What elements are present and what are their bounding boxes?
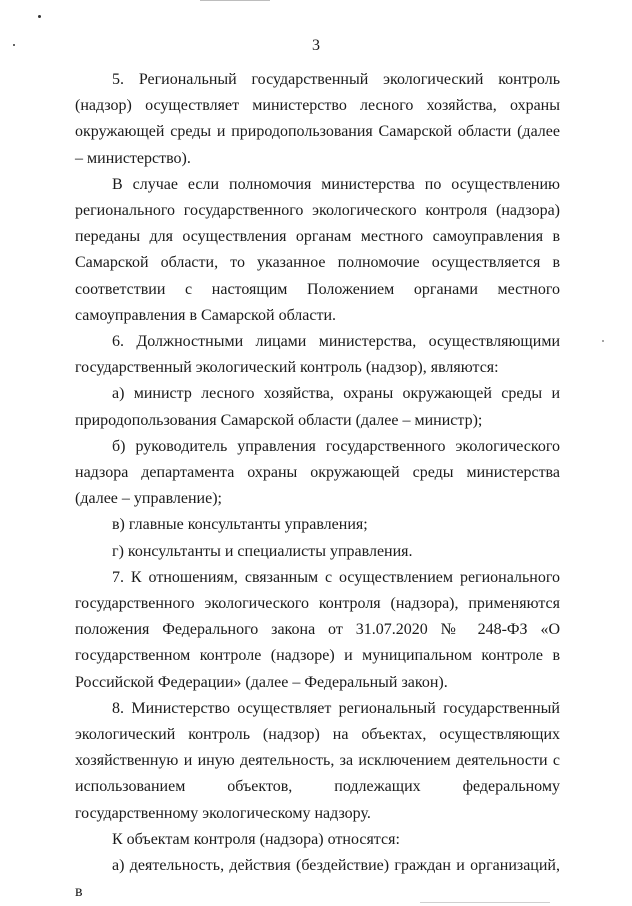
paragraph-5: 5. Региональный государственный экологический контроль (надзор) осуществляет министерство лесного хозяйства, охраны окружающей среды и природопользования Самарской области (далее – министерство). (75, 71, 560, 167)
scan-speck (38, 15, 41, 18)
paragraph-6-item-b: б) руководитель управления государственного экологического надзора департамента охраны окружающей среды министерства (далее – управление); (75, 437, 560, 508)
paragraph-8: 8. Министерство осуществляет региональный государственный экологический контроль (надзор) на объектах, осуществляющих хозяйственную и иную деятельность, за исключением деятельности с использованием объектов, подлежащих федеральному государственному экологическому надзору. (75, 699, 560, 822)
paragraph-8-item-a: а) деятельность, действия (бездействие) граждан и организаций, в (75, 857, 560, 901)
paragraph-8-objects-heading: К объектам контроля (надзора) относятся: (112, 830, 400, 848)
page-number: 3 (312, 37, 320, 54)
paragraph-6: 6. Должностными лицами министерства, осуществляющими государственный экологический контроль (надзор), являются: (75, 333, 560, 377)
document-body (75, 67, 560, 906)
paragraph-6-item-g: г) консультанты и специалисты управления. (112, 542, 413, 560)
paragraph-7: 7. К отношениям, связанным с осуществлением регионального государственного экологического контроля (надзора), применяются положения Федерального закона от 31.07.2020 № 248-ФЗ «О государственном контроле (надзоре) и муниципальном контроле в Российской Федерации» (далее – Федеральный закон). (75, 568, 560, 691)
top-edge-mark (200, 0, 270, 1)
paragraph-6-item-v: в) главные консультанты управления; (112, 516, 368, 534)
bottom-edge-mark (420, 902, 550, 903)
scan-speck (602, 340, 604, 342)
paragraph-5-delegation: В случае если полномочия министерства по осуществлению регионального государственного экологического контроля (надзора) переданы для осуществления органам местного самоуправления в Самарской области, то указанное полномочие осуществляется в соответствии с настоящим Положением органами местного самоуправления в Самарской области. (75, 175, 560, 324)
paragraph-6-item-a: а) министр лесного хозяйства, охраны окружающей среды и природопользования Самарской области (далее – министр); (75, 385, 560, 429)
